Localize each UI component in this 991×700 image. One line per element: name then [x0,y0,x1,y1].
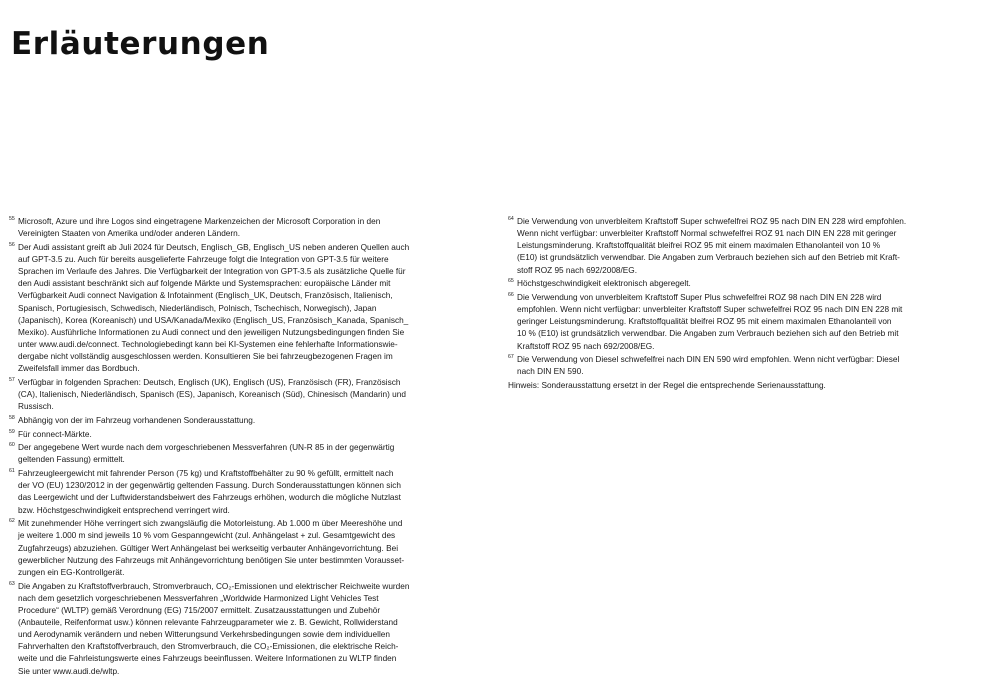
footnote-line: Mit zunehmender Höhe verringert sich zwangsläufig die Motorleistung. Ab 1.000 m über Meereshöhe und [18,519,403,529]
footnote-line: Mexiko). Ausführliche Informationen zu Audi connect und den jeweiligen Nutzungsbedingungen finden Sie [18,327,405,337]
footnote-line: (Japanisch), Korea (Koreanisch) und USA/Kanada/Mexiko (Englisch_US, Französisch_Kanada, Spanisch_ [18,315,409,325]
footnote-number: 58 [9,415,15,421]
footnote-line: (Anbauteile, Reifenformat usw.) können relevante Fahrzeugparameter wie z. B. Gewicht, Rollwiderstand [18,618,398,627]
footnote-line: auf GPT-3.5 zu. Auch für bereits ausgelieferte Fahrzeuge folgt die Integration von GPT-3.5 für weitere [18,254,389,264]
footnote-number: 59 [9,428,15,435]
footnote-63 [9,581,469,678]
left-notes-column [9,216,469,679]
footnote-line: Der Audi assistant greift ab Juli 2024 für Deutsch, Englisch_GB, Englisch_US neben anderen Quellen auch [18,242,410,252]
footnote-line: Der angegebene Wert wurde nach dem vorgeschriebenen Messverfahren (UN-R 85 in der gegenwärtig [18,443,395,453]
footnote-line: den Audi assistant beschränkt sich auf folgende Märkte und Systemsprachen: europäische Länder mit [18,279,391,289]
footnote-64 [508,216,978,277]
footnote-line: (CA), Italienisch, Niederländisch, Spanisch (ES), Japanisch, Koreanisch (Süd), Chinesisch (Mandarin) und [18,390,406,400]
footnote-number: 56 [9,241,15,248]
footnote-number: 62 [9,518,15,525]
footnote-line: Fahrzeugleergewicht mit fahrender Person (75 kg) und Kraftstoffbehälter zu 90 % gefüllt, ermittelt nach [18,469,394,479]
footnote-line: nach dem gesetzlich vorgeschriebenen Messverfahren „Worldwide Harmonized Light Vehicles Test [18,593,379,603]
footnote-number: 67 [508,354,514,361]
footnote-line: 10 % (E10) ist grundsätzlich verwendbar. Die Angaben zum Verbrauch beziehen sich auf den Betrieb mit [517,329,899,339]
footnote-line: Verfügbarkeit Audi connect Navigation & Infotainment (Englisch_UK, Deutsch, Französisch, Italienisch, [18,291,393,301]
footnote-59 [9,429,469,441]
footnote-number: 63 [9,580,15,587]
footnote-line: Vereinigten Staaten von Amerika und/oder anderen Ländern. [18,229,240,239]
footnote-65 [508,278,978,290]
footnote-line: dergabe nicht vollständig ausgeschlossen werden. Konsultieren Sie bei fahrzeugbezogenen Fragen im [18,352,393,362]
footnote-line: weite und die Fahrleistungswerte eines Fahrzeugs beeinflussen. Weitere Informationen zu WLTP finden [18,654,397,664]
footnote-line: zungen ein EG-Kontrollgerät. [18,567,125,577]
page-title: Erläuterungen [11,26,270,62]
footnote-line: je weitere 1.000 m sind jeweils 10 % vom Gespanngewicht (zul. Anhängelast + zul. Gesamtgewicht des [18,531,396,541]
footnote-60 [9,442,469,466]
footnote-line: Sprachen im Verlaufe des Jahres. Die Verfügbarkeit der Integration von GPT-3.5 als zusätzliche Quelle für [18,267,406,277]
footnote-line: Kraftstoff ROZ 95 nach 692/2008/EG. [517,341,655,351]
footnote-line: geltenden Fassung) ermittelt. [18,455,125,465]
footnote-66 [508,292,978,353]
footnote-line: Zugfahrzeugs) abzuziehen. Gültiger Wert Anhängelast bei werkseitig verbauter Anhängevorrichtung. Bei [18,543,399,553]
footnote-line: nach DIN EN 590. [517,367,584,377]
footnote-number: 55 [9,216,15,222]
footnote-line: Russisch. [18,402,54,412]
footnote-line: Die Verwendung von Diesel schwefelfrei nach DIN EN 590 wird empfohlen. Wenn nicht verfügbar: Diesel [517,355,900,365]
footnote-line: Höchstgeschwindigkeit elektronisch abgeregelt. [517,279,691,289]
footnote-67 [508,354,978,378]
footnote-line: der VO (EU) 1230/2012 in der gegenwärtig geltenden Fassung. Durch Sonderausstattungen können sich [18,481,401,491]
footnote-line: und Aerodynamik verändern und neben Witterungsund Verkehrsbedingungen sowie dem individuellen [18,630,390,640]
footnote-line: stoff ROZ 95 nach 692/2008/EG. [517,265,638,275]
footnote-line: Verfügbar in folgenden Sprachen: Deutsch, Englisch (UK), Englisch (US), Französisch (FR), Französisch [18,378,401,388]
footnote-line: Leistungsminderung. Kraftstoffqualität bleifrei ROZ 95 mit einem maximalen Ethanolanteil von 10 % [517,241,881,251]
footnote-58 [9,415,469,427]
footnote-line: unter www.audi.de/connect. Technologiebedingt kann bei KI-Systemen eine fehlerhafte Informationswie- [18,340,398,350]
footnote-line: gewerblicher Nutzung des Fahrzeugs mit Anhängevorrichtung benötigen Sie unter bestimmten Vorausset- [18,555,405,565]
footnote-56 [9,242,469,376]
footnote-line: (E10) ist grundsätzlich verwendbar. Die Angaben zum Verbrauch beziehen sich auf den Betrieb mit Kraft- [517,253,900,263]
footnote-line: Procedure“ (WLTP) gemäß Verordnung (EG) 715/2007 ermittelt. Zusatzausstattungen und Zubehör [18,605,381,615]
footnote-line: Sie unter www.audi.de/wltp. [18,666,120,676]
footnote-number: 66 [508,291,514,298]
right-notes-list [508,216,978,379]
footnote-line: Spanisch, Portugiesisch, Schwedisch, Niederländisch, Polnisch, Tschechisch, Norwegisch), Japan [18,303,377,313]
footnote-line: Die Verwendung von unverbleitem Kraftstoff Super Plus schwefelfrei ROZ 98 nach DIN EN 228 wird [517,292,882,302]
footnote-line: Fahrverhalten den Kraftstoffverbrauch, den Stromverbrauch, die CO₂-Emissionen, die elektrische Reich- [18,642,399,652]
footnote-line: Wenn nicht verfügbar: unverbleiter Kraftstoff Normal schwefelfrei ROZ 91 nach DIN EN 228 mit geringer [517,229,897,239]
footnote-line: Die Angaben zu Kraftstoffverbrauch, Stromverbrauch, CO₂-Emissionen und elektrischer Reichweite wurden [18,581,410,591]
footnote-line: das Leergewicht und der Luftwiderstandsbeiwert des Fahrzeugs erhöhen, wodurch die mögliche Nutzlast [18,493,401,503]
footnote-number: 57 [9,377,15,384]
right-notes-column [508,216,978,392]
footnote-57 [9,377,469,413]
footnote-55 [9,216,469,240]
footnote-line: Für connect-Märkte. [18,429,92,439]
footnote-line: Die Verwendung von unverbleitem Kraftstoff Super schwefelfrei ROZ 95 nach DIN EN 228 wird empfohlen. [517,217,907,226]
footnote-line: Zweifelsfall immer das Bordbuch. [18,364,140,374]
footnote-number: 64 [508,216,514,222]
footnote-62 [9,518,469,579]
hint-text: Hinweis: Sonderausstattung ersetzt in der Regel die entsprechende Serienausstattung. [508,381,826,391]
footnote-line: Microsoft, Azure und ihre Logos sind eingetragene Markenzeichen der Microsoft Corporation in den [18,217,381,226]
footnote-line: geringer Leistungsminderung. Kraftstoffqualität bleifrei ROZ 95 mit einem maximalen Ethanolanteil von [517,317,892,327]
footnote-number: 60 [9,442,15,449]
footnote-number: 61 [9,468,15,475]
footnote-61 [9,468,469,517]
footnote-line: empfohlen. Wenn nicht verfügbar: unverbleiter Kraftstoff Super schwefelfrei ROZ 95 nach DIN EN 228 mit [517,305,903,315]
footnote-line: Abhängig von der im Fahrzeug vorhandenen Sonderausstattung. [18,416,256,425]
footnote-number: 65 [508,278,514,285]
footnote-line: bzw. Höchstgeschwindigkeit entsprechend verringert wird. [18,505,230,515]
